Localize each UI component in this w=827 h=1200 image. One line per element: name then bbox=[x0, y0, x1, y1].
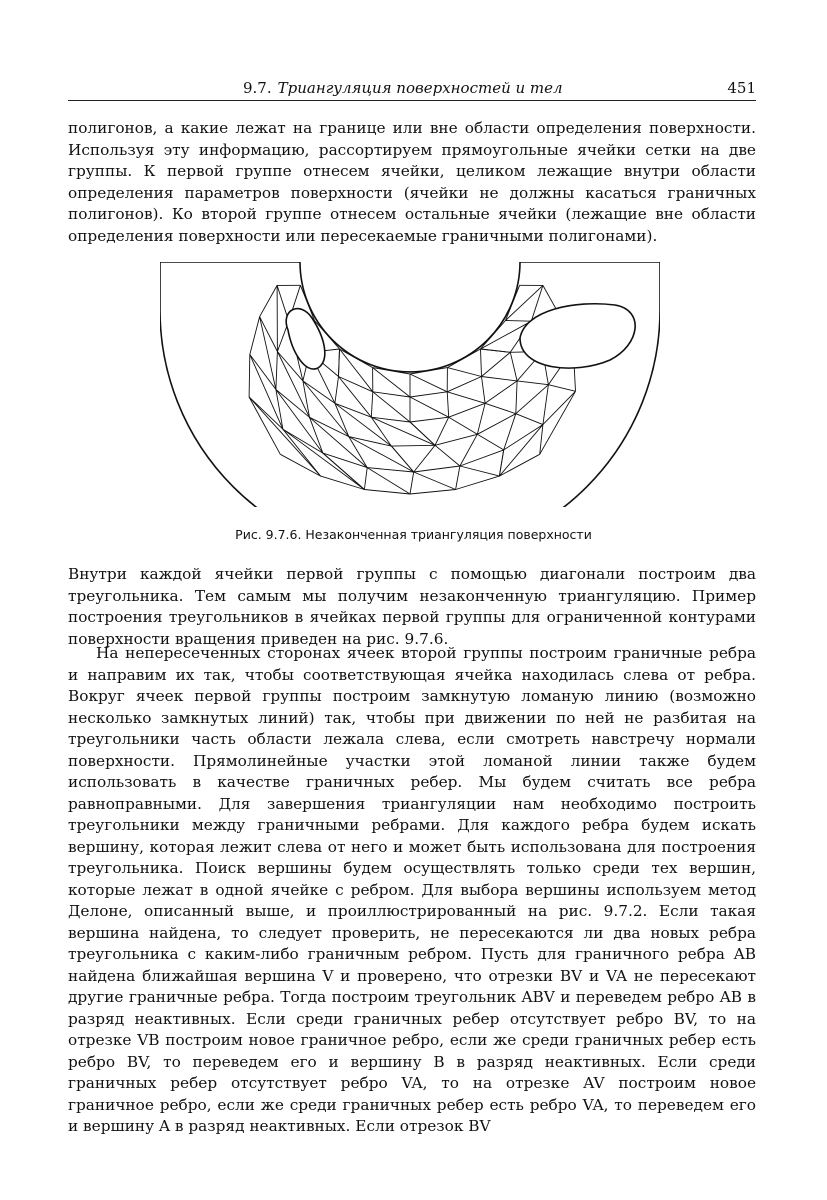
mesh-diagonal bbox=[410, 397, 449, 417]
mesh-diagonal bbox=[516, 414, 543, 425]
mesh-diagonal bbox=[249, 397, 321, 476]
mesh-edge bbox=[481, 349, 511, 352]
mesh-diagonal bbox=[482, 377, 518, 381]
mesh-edge bbox=[485, 381, 517, 403]
mesh-edge bbox=[371, 392, 373, 417]
mesh-edge bbox=[504, 425, 543, 450]
mesh-edge bbox=[506, 321, 532, 322]
triangulation-drawing bbox=[160, 262, 660, 507]
mesh-edge bbox=[456, 476, 500, 489]
mesh-edge bbox=[516, 381, 517, 414]
mesh-diagonal bbox=[410, 374, 447, 392]
mesh-diagonal bbox=[349, 437, 414, 472]
mesh-edge bbox=[499, 454, 539, 476]
paragraph-3: На непересеченных сторонах ячеек второй группы построим граничные ребра и направим их так, чтобы соответствующая ячейка находилась слева от ребра. Вокруг ячеек первой группы построим замкнутую ломаную линию (возможно несколько замкнутых линий) так, чтобы при движении по ней не разбитая на треугольники часть области лежала слева, если смотреть навстречу нормали поверхности. Прямолинейные участки этой ломаной линии также будем использовать в качестве граничных ребер. Мы будем считать все ребра равноправными. Для завершения триангуляции нам необходимо построить треугольники между граничными ребрами. Для каждого ребра будем искать вершину, которая лежит слева от него и может быть использована для построения треугольника. Поиск вершины будем осуществлять только среди тех вершин, которые лежат в одной ячейке с ребром. Для выбора вершины используем метод Делоне, описанный выше, и проиллюстрированный на рис. 9.7.2. Если такая вершина найдена, то следует проверить, не пересекаются ли два новых ребра треугольника с каким-либо граничным ребром. Пусть для граничного ребра AB найдена ближайшая вершина V и проверено, что отрезки BV и VA не пересекают другие граничные ребра. Тогда построим треугольник ABV и переведем ребро AB в разряд неактивных. Если среди граничных ребер отсутствует ребро BV, то на отрезке VB построим новое граничное ребро, если же среди граничных ребер есть ребро BV, то переведем его и вершину B в разряд неактивных. Если среди граничных ребер отсутствует ребро VA, то на отрезке AV построим новое граничное ребро, если же среди граничных ребер есть ребро VA, то переведем его и вершину A в разряд неактивных. Если отрезок BV bbox=[68, 644, 756, 1135]
mesh-edge bbox=[276, 390, 310, 418]
mesh-edge bbox=[364, 468, 367, 490]
running-header bbox=[68, 76, 756, 101]
mesh-edge bbox=[280, 454, 320, 476]
mesh-diagonal bbox=[391, 446, 413, 472]
mesh-edge bbox=[460, 434, 477, 466]
mesh-edge bbox=[249, 355, 250, 398]
mesh-diagonal bbox=[435, 445, 460, 466]
mesh-diagonal bbox=[410, 422, 435, 445]
mesh-diagonal bbox=[310, 417, 368, 467]
mesh-edge bbox=[449, 403, 485, 417]
mesh-edge bbox=[410, 392, 447, 397]
mesh-edge bbox=[323, 453, 367, 468]
mesh-edge bbox=[335, 377, 339, 404]
paragraph-2: Внутри каждой ячейки первой группы с помощью диагонали построим два треугольника. Тем самым мы получим незаконченную триангуляцию. Пример построения треугольников в ячейках первой группы для ограниченной контурами поверхности вращения приведен на рис. 9.7.6. bbox=[68, 565, 756, 648]
mesh-diagonal bbox=[517, 381, 548, 385]
mesh-diagonal bbox=[414, 472, 456, 490]
surface-inner-arc bbox=[300, 262, 520, 372]
mesh-edge bbox=[460, 450, 504, 466]
hole-right-contour bbox=[520, 304, 635, 368]
mesh-diagonal bbox=[548, 385, 575, 392]
section-title: Триангуляция поверхностей и тел bbox=[277, 79, 563, 97]
mesh-edge bbox=[260, 285, 278, 316]
mesh-edge bbox=[543, 385, 549, 425]
paragraph-1: полигонов, а какие лежат на границе или вне области определения поверхности. Используя эту информацию, рассортируем прямоугольные ячейки сетки на две группы. К первой группе отнесем ячейки, целиком лежащие внутри области определения параметров поверхности (ячейки не должны касаться граничных полигонов). Ко второй группе отнесем остальные ячейки (лежащие вне области определения поверхности или пересекаемые граничными полигонами). bbox=[68, 119, 756, 245]
mesh-edge bbox=[339, 377, 373, 392]
mesh-edge bbox=[410, 417, 449, 422]
mesh-edge bbox=[249, 397, 280, 454]
page-number: 451 bbox=[727, 79, 756, 97]
section-number: 9.7. bbox=[243, 79, 272, 97]
mesh-edge bbox=[456, 466, 460, 490]
mesh-diagonal bbox=[276, 390, 323, 454]
mesh-diagonal bbox=[477, 434, 503, 450]
mesh-edge bbox=[447, 392, 449, 417]
mesh-edge bbox=[321, 476, 365, 489]
mesh-edge bbox=[276, 352, 278, 390]
mesh-edge bbox=[447, 377, 481, 392]
mesh-edge bbox=[339, 349, 340, 377]
header-title bbox=[243, 79, 563, 97]
mesh-edge bbox=[510, 352, 517, 381]
mesh-edge bbox=[435, 417, 449, 445]
mesh-diagonal bbox=[485, 403, 516, 413]
mesh-edge bbox=[410, 472, 414, 494]
mesh-diagonal bbox=[449, 417, 478, 434]
mesh-edge bbox=[482, 352, 511, 376]
mesh-edge bbox=[414, 445, 435, 472]
mesh-diagonal bbox=[460, 466, 500, 476]
mesh-edge bbox=[516, 385, 549, 414]
mesh-edge bbox=[481, 349, 482, 377]
mesh-edge bbox=[250, 317, 260, 355]
mesh-diagonal bbox=[447, 392, 485, 404]
mesh-edge bbox=[477, 403, 485, 434]
figure-caption: Рис. 9.7.6. Незаконченная триангуляция поверхности bbox=[235, 527, 592, 542]
mesh-edge bbox=[482, 377, 486, 404]
mesh-edge bbox=[260, 317, 278, 352]
mesh-edge bbox=[414, 466, 460, 472]
mesh-edge bbox=[499, 425, 543, 477]
mesh-edge bbox=[435, 434, 477, 445]
mesh-diagonal bbox=[447, 368, 481, 377]
figure-unfinished-triangulation bbox=[160, 262, 660, 507]
mesh-edge bbox=[303, 381, 310, 417]
mesh-edge bbox=[410, 490, 456, 495]
mesh-diagonal bbox=[323, 453, 365, 489]
mesh-edge bbox=[391, 445, 435, 446]
